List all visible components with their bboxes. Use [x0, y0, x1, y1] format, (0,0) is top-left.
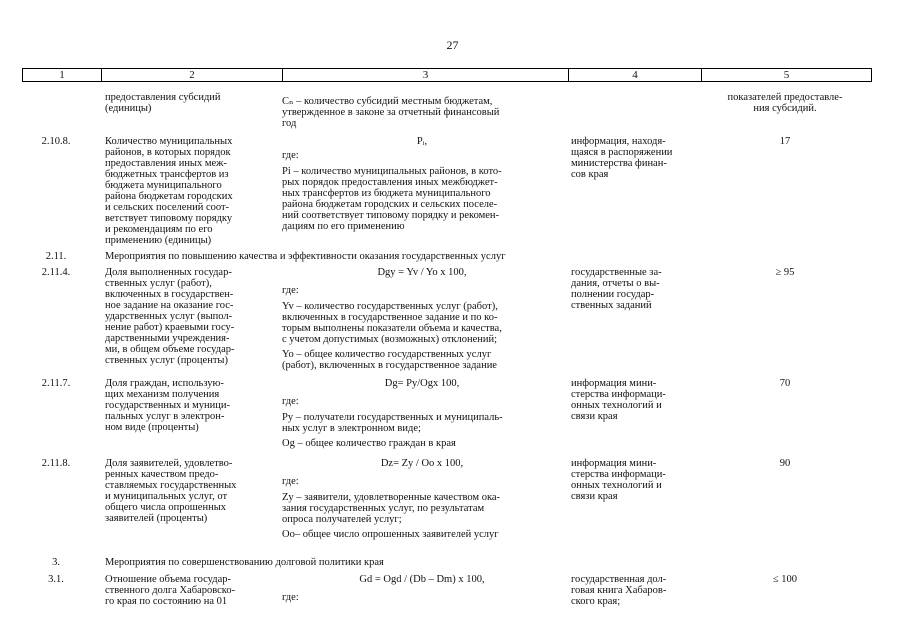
row3-description: Доля граждан, использую- щих механизм получения государственных и муници- пальных услуг в электрон- ном виде (проценты)	[105, 378, 231, 433]
row3-source: информация мини- стерства информаци- онных технологий и связи края	[571, 378, 666, 422]
section-number: 3.	[52, 557, 60, 568]
row1-description: Количество муниципальных районов, в которых порядок предоставления иных меж- бюджетных трансфертов из бюджета муниципального района бюджетам городских и сельских поселений соот- ветствует типовому порядку и рекомендациям по его применению (единицы)	[105, 136, 233, 246]
row5-value: ≤ 100	[772, 574, 798, 585]
row2-source: государственные за- дания, отчеты о вы- полнении государ- ственных заданий	[571, 267, 662, 311]
row3-value: 70	[779, 378, 791, 389]
row5-formula: Gd = Ogd / (Db – Dm) x 100, где:	[282, 574, 485, 603]
row1-formula: Pᵢ, где: Pi – количество муниципальных районов, в кото- рых порядок предоставления иных межбюджет- ных трансфертов из бюджета муниципального района бюджетам городских и сельских поселе- ний соответствует типовому порядку и рекомен- дациям по его применению	[282, 136, 502, 232]
row3-formula: Dg= Py/Ogx 100, где: Py – получатели государственных и муниципаль- ных услуг в электронном виде; Og – общее количество граждан в края	[282, 378, 503, 449]
row2-formula: Dgy = Yv / Yo x 100, где: Yv – количество государственных услуг (работ), включенных в государственное задание и по ко- торым выполнены показатели объема и качества, с учетом допустимых (возможных) отклонений; Yo – общее количество государственных услуг (работ), включенных в государственное задание	[282, 267, 502, 371]
row-number: 2.11.7.	[41, 378, 71, 389]
row1-source: информация, находя- щаяся в распоряжении министерства финан- сов края	[571, 136, 673, 180]
row4-source: информация мини- стерства информаци- онных технологий и связи края	[571, 458, 666, 502]
row-number: 2.11.8.	[41, 458, 71, 469]
row0-formula-text: Cₙ – количество субсидий местным бюджетам, утвержденное в законе за отчетный финансовый год	[282, 96, 500, 129]
header-col-1: 1	[59, 69, 65, 81]
table-header-row	[22, 68, 872, 82]
row2-value: ≥ 95	[775, 267, 795, 278]
row5-description: Отношение объема государ- ственного долга Хабаровско- го края по состоянию на 01	[105, 574, 236, 607]
section-number: 2.11.	[45, 251, 67, 262]
row2-description: Доля выполненных государ- ственных услуг (работ), включенных в государствен- ное задание на оказание гос- ударственных услуг (выпол- нение работ) краевыми госу- дарственными учреждения- ми, в общем объеме государ- ственных услуг (проценты)	[105, 267, 235, 366]
section-title: Мероприятия по повышению качества и эффективности оказания государственных услуг	[105, 251, 506, 262]
row4-description: Доля заявителей, удовлетво- ренных качеством предо- ставляемых государственных и муниципальных услуг, от общего числа опрошенных заявителей (проценты)	[105, 458, 237, 524]
row4-value: 90	[779, 458, 791, 469]
row0-value: показателей предоставле- ния субсидий.	[727, 92, 843, 114]
header-col-5: 5	[783, 69, 790, 81]
header-col-4: 4	[632, 69, 638, 81]
row-number: 3.1.	[48, 574, 64, 585]
section-title: Мероприятия по совершенствованию долговой политики края	[105, 557, 384, 568]
row5-source: государственная дол- говая книга Хабаров- ского края;	[571, 574, 667, 607]
page-number: 27	[446, 38, 459, 52]
header-col-2: 2	[189, 69, 195, 81]
header-col-3: 3	[422, 69, 429, 81]
row-number: 2.10.8.	[41, 136, 71, 147]
row-number: 2.11.4.	[41, 267, 71, 278]
row0-description: предоставления субсидий (единицы)	[105, 92, 221, 114]
row1-value: 17	[779, 136, 791, 147]
row4-formula: Dz= Zy / Oo x 100, где: Zy – заявители, удовлетворенные качеством ока- зания государственных услуг, по результатам опроса получателей услуг; Oo– общее число опрошенных заявителей услуг	[282, 458, 501, 540]
